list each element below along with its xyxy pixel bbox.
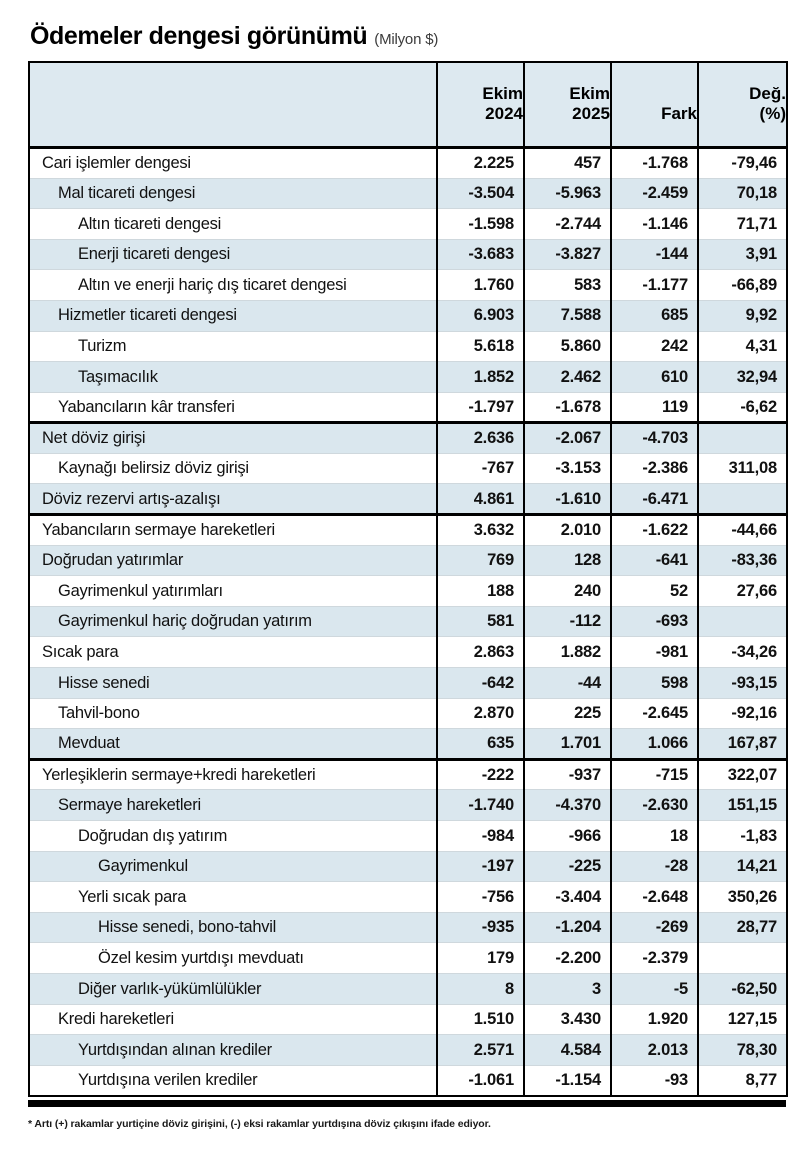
cell-degisim: 27,66	[698, 576, 787, 607]
cell-ekim2024: -1.598	[437, 209, 524, 240]
cell-fark: -1.622	[611, 515, 698, 546]
cell-degisim: 71,71	[698, 209, 787, 240]
cell-ekim2025: -966	[524, 821, 611, 852]
cell-degisim: 70,18	[698, 178, 787, 209]
column-header-ekim2025	[524, 62, 611, 147]
cell-degisim: -6,62	[698, 392, 787, 423]
table-row	[29, 209, 787, 240]
cell-degisim: 3,91	[698, 239, 787, 270]
cell-degisim: -79,46	[698, 147, 787, 178]
cell-ekim2025: 1.701	[524, 729, 611, 760]
row-label: Özel kesim yurtdışı mevduatı	[29, 943, 437, 974]
row-label: Kaynağı belirsiz döviz girişi	[29, 453, 437, 484]
table-bottom-rule	[28, 1100, 786, 1107]
table-row	[29, 270, 787, 301]
cell-ekim2024: 2.863	[437, 637, 524, 668]
row-label: Net döviz girişi	[29, 423, 437, 454]
cell-degisim: 350,26	[698, 882, 787, 913]
title-text: Ödemeler dengesi görünümü	[30, 22, 368, 50]
cell-ekim2024: 8	[437, 973, 524, 1004]
cell-ekim2025: 1.882	[524, 637, 611, 668]
cell-ekim2024: 769	[437, 545, 524, 576]
title-unit-text: (Milyon $)	[374, 31, 439, 48]
cell-fark: 119	[611, 392, 698, 423]
cell-ekim2025: -937	[524, 759, 611, 790]
row-label: Altın ticareti dengesi	[29, 209, 437, 240]
column-header-line1: Değ.	[749, 83, 786, 103]
cell-fark: -2.648	[611, 882, 698, 913]
table-header	[29, 62, 787, 147]
cell-degisim	[698, 423, 787, 454]
cell-degisim: -44,66	[698, 515, 787, 546]
cell-fark: -6.471	[611, 484, 698, 515]
cell-fark: -4.703	[611, 423, 698, 454]
row-label: Sermaye hareketleri	[29, 790, 437, 821]
row-label: Sıcak para	[29, 637, 437, 668]
table-row	[29, 882, 787, 913]
cell-fark: 242	[611, 331, 698, 362]
row-label: Mevduat	[29, 729, 437, 760]
cell-degisim: 14,21	[698, 851, 787, 882]
row-label: Diğer varlık-yükümlülükler	[29, 973, 437, 1004]
cell-ekim2025: -3.827	[524, 239, 611, 270]
cell-ekim2024: -984	[437, 821, 524, 852]
column-header-line2: 2024	[485, 104, 523, 124]
table-row	[29, 943, 787, 974]
cell-fark: -5	[611, 973, 698, 1004]
column-header-line1: Ekim	[482, 83, 523, 103]
cell-fark: 1.066	[611, 729, 698, 760]
page-title	[28, 22, 786, 51]
cell-ekim2025: 457	[524, 147, 611, 178]
table-row	[29, 759, 787, 790]
row-label: Gayrimenkul hariç doğrudan yatırım	[29, 606, 437, 637]
row-label: Döviz rezervi artış-azalışı	[29, 484, 437, 515]
table-row	[29, 821, 787, 852]
table-row	[29, 668, 787, 699]
row-label: Doğrudan dış yatırım	[29, 821, 437, 852]
header-row	[29, 62, 787, 147]
column-header-line2: (%)	[759, 104, 786, 124]
cell-ekim2024: -756	[437, 882, 524, 913]
cell-ekim2025: -112	[524, 606, 611, 637]
cell-ekim2025: -225	[524, 851, 611, 882]
cell-ekim2025: 5.860	[524, 331, 611, 362]
cell-ekim2024: 6.903	[437, 300, 524, 331]
row-label: Kredi hareketleri	[29, 1004, 437, 1035]
cell-ekim2025: -1.204	[524, 912, 611, 943]
cell-ekim2024: -3.683	[437, 239, 524, 270]
table-body	[29, 147, 787, 1095]
cell-ekim2024: 179	[437, 943, 524, 974]
cell-ekim2025: 7.588	[524, 300, 611, 331]
cell-degisim: 32,94	[698, 362, 787, 393]
cell-fark: 610	[611, 362, 698, 393]
row-label: Yabancıların kâr transferi	[29, 392, 437, 423]
row-label: Yabancıların sermaye hareketleri	[29, 515, 437, 546]
cell-degisim: -83,36	[698, 545, 787, 576]
table-row	[29, 178, 787, 209]
table-row	[29, 1065, 787, 1096]
cell-degisim: -66,89	[698, 270, 787, 301]
balance-of-payments-table	[28, 61, 788, 1097]
cell-fark: -2.459	[611, 178, 698, 209]
cell-fark: -1.177	[611, 270, 698, 301]
table-row	[29, 239, 787, 270]
cell-degisim: -34,26	[698, 637, 787, 668]
cell-fark: -1.146	[611, 209, 698, 240]
cell-fark: 1.920	[611, 1004, 698, 1035]
cell-ekim2025: 3	[524, 973, 611, 1004]
cell-ekim2024: 1.852	[437, 362, 524, 393]
cell-ekim2025: -2.200	[524, 943, 611, 974]
cell-ekim2024: -1.740	[437, 790, 524, 821]
cell-ekim2024: 3.632	[437, 515, 524, 546]
table-row	[29, 973, 787, 1004]
table-row	[29, 912, 787, 943]
cell-ekim2024: 1.510	[437, 1004, 524, 1035]
cell-ekim2025: -5.963	[524, 178, 611, 209]
row-label: Gayrimenkul yatırımları	[29, 576, 437, 607]
row-label: Enerji ticareti dengesi	[29, 239, 437, 270]
cell-degisim	[698, 606, 787, 637]
cell-ekim2024: 5.618	[437, 331, 524, 362]
table-row	[29, 1004, 787, 1035]
table-row	[29, 331, 787, 362]
cell-degisim: 9,92	[698, 300, 787, 331]
cell-fark: -981	[611, 637, 698, 668]
cell-fark: 685	[611, 300, 698, 331]
table-row	[29, 698, 787, 729]
cell-ekim2024: -222	[437, 759, 524, 790]
row-label: Turizm	[29, 331, 437, 362]
cell-fark: -2.630	[611, 790, 698, 821]
cell-fark: -693	[611, 606, 698, 637]
cell-degisim: -1,83	[698, 821, 787, 852]
cell-ekim2025: 225	[524, 698, 611, 729]
footnote: * Artı (+) rakamlar yurtiçine döviz girişini, (-) eksi rakamlar yurtdışına döviz çıkışını ifade ediyor.	[28, 1117, 491, 1130]
cell-fark: -2.379	[611, 943, 698, 974]
cell-degisim: 151,15	[698, 790, 787, 821]
cell-ekim2024: -642	[437, 668, 524, 699]
cell-degisim: 8,77	[698, 1065, 787, 1096]
cell-ekim2024: -197	[437, 851, 524, 882]
cell-ekim2024: -3.504	[437, 178, 524, 209]
cell-ekim2025: -3.404	[524, 882, 611, 913]
column-header-degisim	[698, 62, 787, 147]
cell-degisim	[698, 484, 787, 515]
row-label: Hisse senedi	[29, 668, 437, 699]
cell-ekim2025: 2.010	[524, 515, 611, 546]
cell-ekim2024: 1.760	[437, 270, 524, 301]
cell-degisim: 78,30	[698, 1035, 787, 1066]
cell-degisim: -92,16	[698, 698, 787, 729]
cell-ekim2024: 581	[437, 606, 524, 637]
cell-degisim: 311,08	[698, 453, 787, 484]
row-label: Doğrudan yatırımlar	[29, 545, 437, 576]
table-row	[29, 545, 787, 576]
cell-ekim2025: 2.462	[524, 362, 611, 393]
cell-ekim2024: -1.797	[437, 392, 524, 423]
cell-degisim: 167,87	[698, 729, 787, 760]
table-row	[29, 729, 787, 760]
cell-degisim: 322,07	[698, 759, 787, 790]
cell-ekim2024: -767	[437, 453, 524, 484]
cell-ekim2025: -1.154	[524, 1065, 611, 1096]
column-header-label	[29, 62, 437, 147]
row-label: Taşımacılık	[29, 362, 437, 393]
row-label: Altın ve enerji hariç dış ticaret dengesi	[29, 270, 437, 301]
table-row	[29, 515, 787, 546]
cell-ekim2025: -44	[524, 668, 611, 699]
row-label: Yurtdışına verilen krediler	[29, 1065, 437, 1096]
cell-ekim2025: 3.430	[524, 1004, 611, 1035]
row-label: Hisse senedi, bono-tahvil	[29, 912, 437, 943]
cell-ekim2024: 4.861	[437, 484, 524, 515]
cell-ekim2024: -935	[437, 912, 524, 943]
row-label: Gayrimenkul	[29, 851, 437, 882]
cell-degisim: 28,77	[698, 912, 787, 943]
cell-ekim2024: 2.870	[437, 698, 524, 729]
table-row	[29, 147, 787, 178]
cell-fark: -2.386	[611, 453, 698, 484]
cell-fark: -715	[611, 759, 698, 790]
table-row	[29, 423, 787, 454]
column-header-ekim2024	[437, 62, 524, 147]
table-row	[29, 392, 787, 423]
table-row	[29, 362, 787, 393]
cell-fark: -144	[611, 239, 698, 270]
cell-fark: -2.645	[611, 698, 698, 729]
cell-ekim2024: 2.636	[437, 423, 524, 454]
cell-ekim2025: -1.678	[524, 392, 611, 423]
cell-ekim2024: 2.571	[437, 1035, 524, 1066]
cell-fark: 18	[611, 821, 698, 852]
cell-ekim2024: 2.225	[437, 147, 524, 178]
cell-ekim2025: 4.584	[524, 1035, 611, 1066]
column-header-line2: 2025	[572, 104, 610, 124]
cell-ekim2025: -4.370	[524, 790, 611, 821]
cell-fark: -1.768	[611, 147, 698, 178]
table-row	[29, 606, 787, 637]
cell-ekim2025: 583	[524, 270, 611, 301]
row-label: Yerleşiklerin sermaye+kredi hareketleri	[29, 759, 437, 790]
table-row	[29, 637, 787, 668]
cell-fark: -641	[611, 545, 698, 576]
table-row	[29, 576, 787, 607]
table-row	[29, 1035, 787, 1066]
cell-fark: -269	[611, 912, 698, 943]
cell-degisim: 127,15	[698, 1004, 787, 1035]
table-row	[29, 790, 787, 821]
cell-ekim2025: 128	[524, 545, 611, 576]
cell-fark: -93	[611, 1065, 698, 1096]
column-header-line2: Fark	[661, 104, 697, 124]
row-label: Cari işlemler dengesi	[29, 147, 437, 178]
table-row	[29, 484, 787, 515]
row-label: Yerli sıcak para	[29, 882, 437, 913]
row-label: Tahvil-bono	[29, 698, 437, 729]
cell-ekim2025: -2.067	[524, 423, 611, 454]
cell-degisim	[698, 943, 787, 974]
cell-ekim2024: 188	[437, 576, 524, 607]
table-row	[29, 300, 787, 331]
row-label: Mal ticareti dengesi	[29, 178, 437, 209]
cell-fark: 2.013	[611, 1035, 698, 1066]
cell-degisim: -93,15	[698, 668, 787, 699]
cell-ekim2025: -3.153	[524, 453, 611, 484]
cell-ekim2024: -1.061	[437, 1065, 524, 1096]
row-label: Hizmetler ticareti dengesi	[29, 300, 437, 331]
cell-ekim2025: -2.744	[524, 209, 611, 240]
cell-degisim: -62,50	[698, 973, 787, 1004]
table-row	[29, 851, 787, 882]
table-row	[29, 453, 787, 484]
cell-fark: -28	[611, 851, 698, 882]
cell-ekim2025: -1.610	[524, 484, 611, 515]
cell-fark: 52	[611, 576, 698, 607]
column-header-fark	[611, 62, 698, 147]
row-label: Yurtdışından alınan krediler	[29, 1035, 437, 1066]
column-header-line1: Ekim	[569, 83, 610, 103]
cell-fark: 598	[611, 668, 698, 699]
cell-ekim2024: 635	[437, 729, 524, 760]
cell-ekim2025: 240	[524, 576, 611, 607]
cell-degisim: 4,31	[698, 331, 787, 362]
